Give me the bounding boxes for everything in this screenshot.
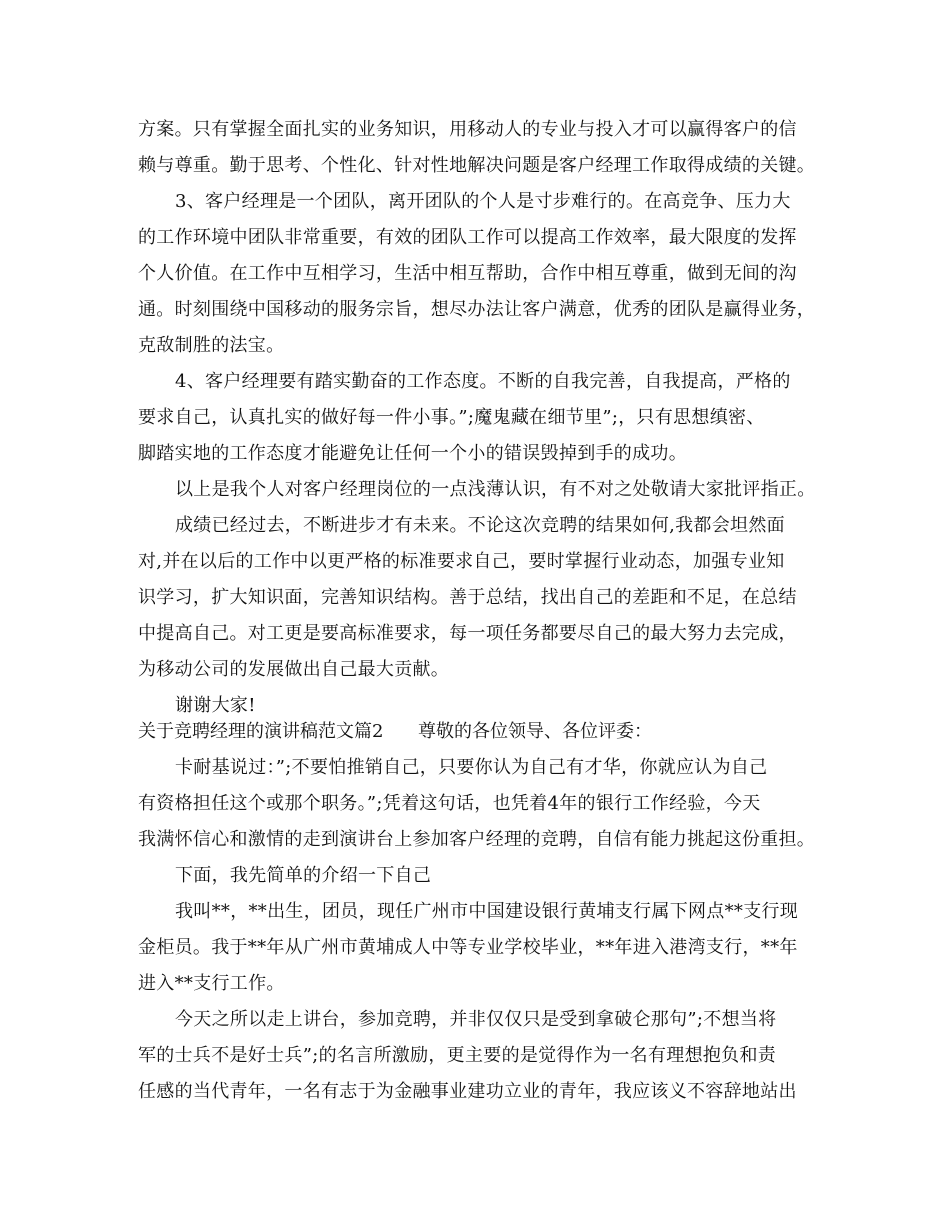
text-line: 对,并在以后的工作中以更严格的标准要求自己，要时掌握行业动态，加强专业知 bbox=[138, 551, 785, 572]
text-line: 卡耐基说过：”;不要怕推销自己，只要你认为自己有才华，你就应认为自己 bbox=[175, 757, 768, 778]
text-line: 今天之所以走上讲台，参加竞聘，并非仅仅只是受到拿破仑那句”;不想当将 bbox=[175, 1009, 777, 1030]
text-line: 3、客户经理是一个团队，离开团队的个人是寸步难行的。在高竞争、压力大 bbox=[175, 191, 791, 212]
text-line: 我叫**，**出生，团员，现任广州市中国建设银行黄埔支行属下网点**支行现 bbox=[175, 901, 799, 922]
text-line: 以上是我个人对客户经理岗位的一点浅薄认识，有不对之处敬请大家批评指正。 bbox=[175, 479, 816, 500]
text-line: 4、客户经理要有踏实勤奋的工作态度。不断的自我完善，自我提高，严格的 bbox=[175, 371, 791, 392]
text-line: 的工作环境中团队非常重要，有效的团队工作可以提高工作效率，最大限度的发挥 bbox=[138, 227, 797, 248]
text-line: 赖与尊重。勤于思考、个性化、针对性地解决问题是客户经理工作取得成绩的关键。 bbox=[138, 155, 816, 176]
text-line: 为移动公司的发展做出自己最大贡献。 bbox=[138, 659, 450, 680]
text-line: 个人价值。在工作中互相学习，生活中相互帮助，合作中相互尊重，做到无间的沟 bbox=[138, 263, 797, 284]
text-line: 脚踏实地的工作态度才能避免让任何一个小的错误毁掉到手的成功。 bbox=[138, 443, 687, 464]
text-line: 金柜员。我于**年从广州市黄埔成人中等专业学校毕业，**年进入港湾支行，**年 bbox=[138, 937, 798, 958]
text-line: 识学习，扩大知识面，完善知识结构。善于总结，找出自己的差距和不足，在总结 bbox=[138, 587, 797, 608]
text-line: 进入**支行工作。 bbox=[138, 973, 285, 994]
text-line: 下面，我先简单的介绍一下自己 bbox=[175, 865, 432, 886]
section-title: 关于竞聘经理的演讲稿范文篇2 bbox=[138, 721, 384, 742]
text-line: 中提高自己。对工更是要高标准要求，每一项任务都要尽自己的最大努力去完成， bbox=[138, 623, 797, 644]
text-line: 军的士兵不是好士兵”;的名言所激励，更主要的是觉得作为一名有理想抱负和责 bbox=[138, 1045, 777, 1066]
section-greeting: 尊敬的各位领导、各位评委： bbox=[418, 721, 652, 742]
text-line: 有资格担任这个或那个职务。”;凭着这句话，也凭着4年的银行工作经验，今天 bbox=[138, 793, 761, 814]
text-line: 通。时刻围绕中国移动的服务宗旨，想尽办法让客户满意，优秀的团队是赢得业务， bbox=[138, 299, 816, 320]
text-line: 谢谢大家! bbox=[175, 695, 256, 716]
text-line: 要求自己，认真扎实的做好每一件小事。”;魔鬼藏在细节里”;，只有思想缜密、 bbox=[138, 407, 765, 428]
text-line: 克敌制胜的法宝。 bbox=[138, 335, 285, 356]
text-line: 我满怀信心和激情的走到演讲台上参加客户经理的竞聘，自信有能力挑起这份重担。 bbox=[138, 829, 816, 850]
text-line: 任感的当代青年，一名有志于为金融事业建功立业的青年，我应该义不容辞地站出 bbox=[138, 1081, 797, 1102]
text-line: 方案。只有掌握全面扎实的业务知识，用移动人的专业与投入才可以赢得客户的信 bbox=[138, 119, 797, 140]
text-line: 成绩已经过去，不断进步才有未来。不论这次竞聘的结果如何,我都会坦然面 bbox=[175, 515, 785, 536]
